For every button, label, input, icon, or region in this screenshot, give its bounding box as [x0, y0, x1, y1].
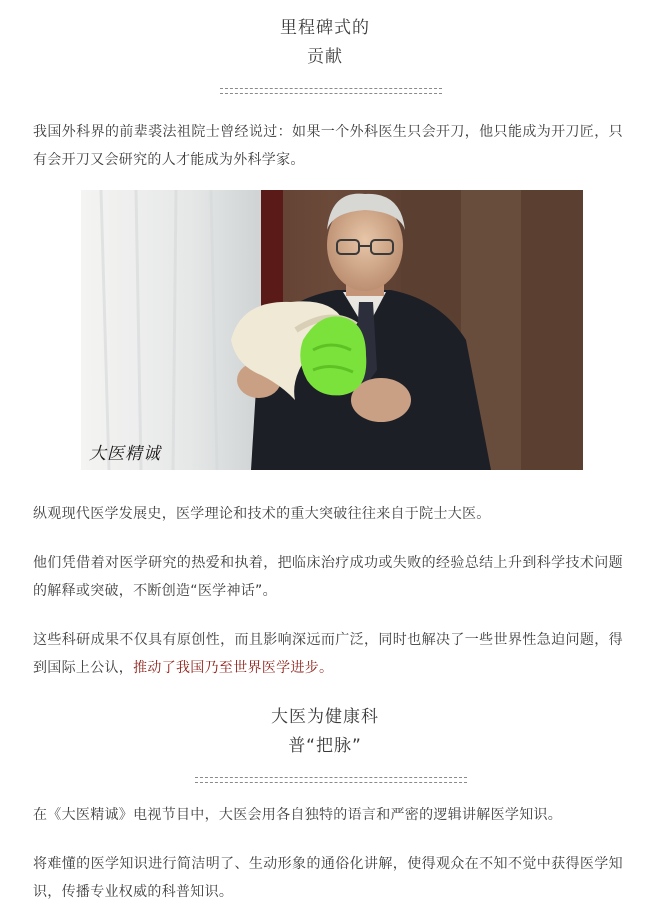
paragraph-quote: 我国外科界的前辈裘法祖院士曾经说过：如果一个外科医生只会开刀，他只能成为开刀匠，只有会开刀又会研究的人才能成为外科学家。 [33, 124, 623, 168]
paragraph-achievements [33, 626, 623, 682]
section-title-milestone-line1: 里程碑式的 [280, 18, 370, 38]
section-title-health-line2: 普“把脉” [288, 736, 362, 756]
paragraph-history: 纵观现代医学发展史，医学理论和技术的重大突破往往来自于院士大医。 [33, 506, 491, 522]
paragraph-passion: 他们凭借着对医学研究的热爱和执着，把临床治疗成功或失败的经验总结上升到科学技术问题的解释或突破，不断创造“医学神话”。 [33, 555, 623, 599]
photo-illustration [81, 190, 583, 470]
section-title-health-line1: 大医为健康科 [271, 707, 379, 727]
paragraph-achievements-text: 这些科研成果不仅具有原创性，而且影响深远而广泛，同时也解决了一些世界性急迫问题，得到国际上公认， [33, 632, 623, 676]
photo-watermark: 大医精诚 [89, 444, 161, 464]
section-divider-2 [195, 777, 467, 783]
paragraph-popularize: 将难懂的医学知识进行简洁明了、生动形象的通俗化讲解，使得观众在不知不觉中获得医学知识，传播专业权威的科普知识。 [33, 856, 623, 900]
paragraph-achievements-highlight: 推动了我国乃至世界医学进步。 [133, 660, 334, 676]
article-photo [81, 190, 583, 470]
paragraph-program: 在《大医精诚》电视节目中，大医会用各自独特的语言和严密的逻辑讲解医学知识。 [33, 807, 563, 823]
section-divider-1 [220, 88, 442, 94]
section-title-milestone-line2: 贡献 [307, 47, 343, 67]
